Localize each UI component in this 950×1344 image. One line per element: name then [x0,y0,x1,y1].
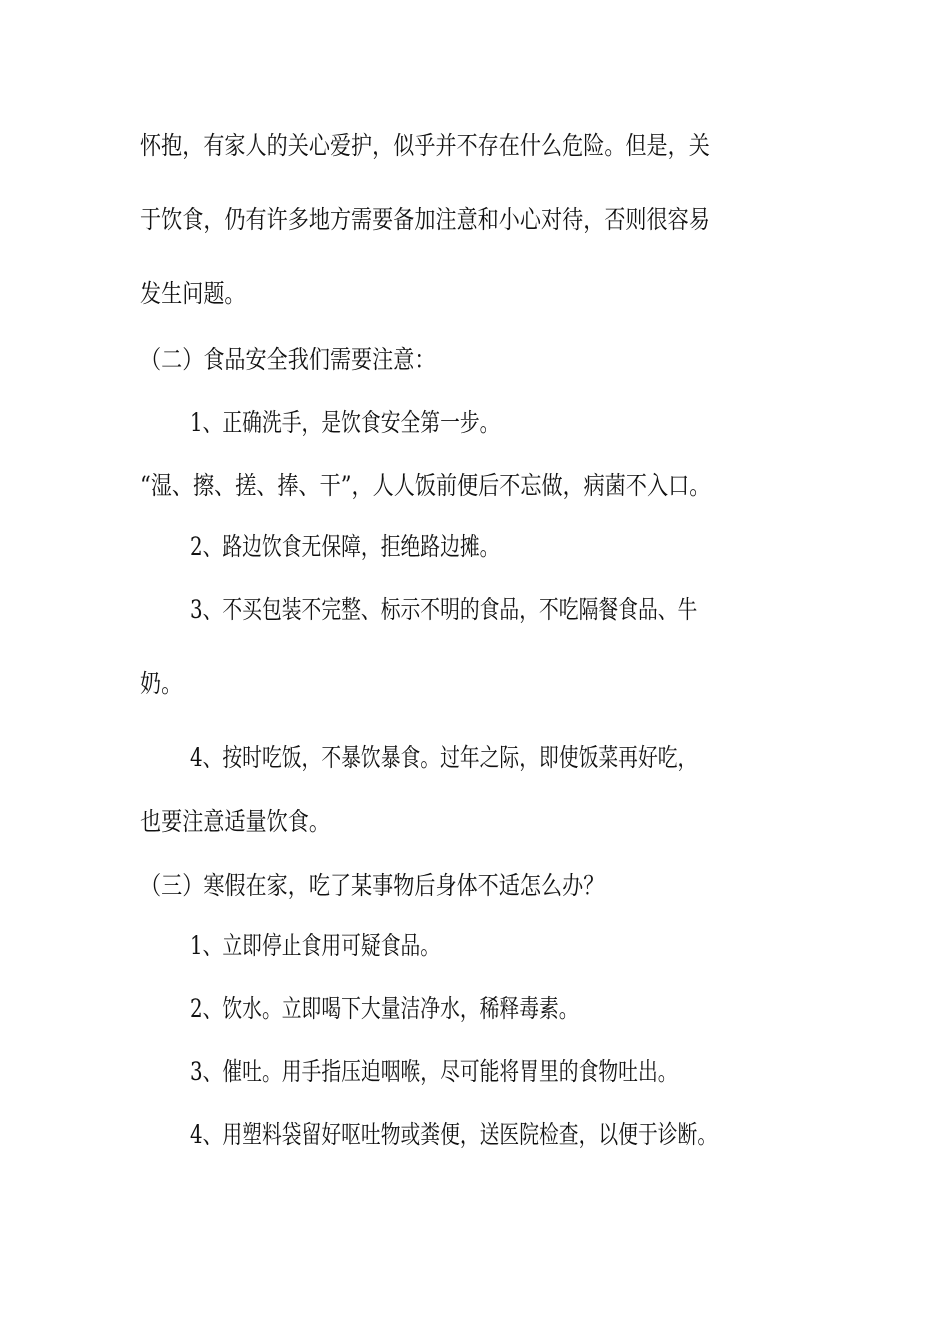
list-item: 3、催吐。用手指压迫咽喉，尽可能将胃里的食物吐出。 [190,1057,678,1086]
list-item: 1、正确洗手，是饮食安全第一步。 [190,408,500,437]
list-item: 1、立即停止食用可疑食品。 [190,931,441,960]
paragraph-line: 也要注意适量饮食。 [140,807,330,836]
section-heading-2: （二）食品安全我们需要注意： [140,345,436,374]
list-item: 2、路边饮食无保障，拒绝路边摊。 [190,532,500,561]
paragraph-line: “湿、擦、搓、捧、干”，人人饭前便后不忘做，病菌不入口。 [140,471,711,500]
list-item: 4、用塑料袋留好呕吐物或粪便，送医院检查，以便于诊断。 [190,1120,718,1149]
list-item: 4、按时吃饭，不暴饮暴食。过年之际，即使饭菜再好吃， [190,743,698,772]
paragraph-line: 于饮食，仍有许多地方需要备加注意和小心对待，否则很容易 [140,205,710,234]
section-heading-3: （三）寒假在家，吃了某事物后身体不适怎么办？ [140,871,605,900]
list-item: 2、饮水。立即喝下大量洁净水，稀释毒素。 [190,994,579,1023]
paragraph-line: 怀抱，有家人的关心爱护，似乎并不存在什么危险。但是，关 [140,131,710,160]
list-item: 3、不买包装不完整、标示不明的食品，不吃隔餐食品、牛 [190,595,698,624]
paragraph-line: 发生问题。 [140,279,246,308]
paragraph-line: 奶。 [140,669,183,698]
